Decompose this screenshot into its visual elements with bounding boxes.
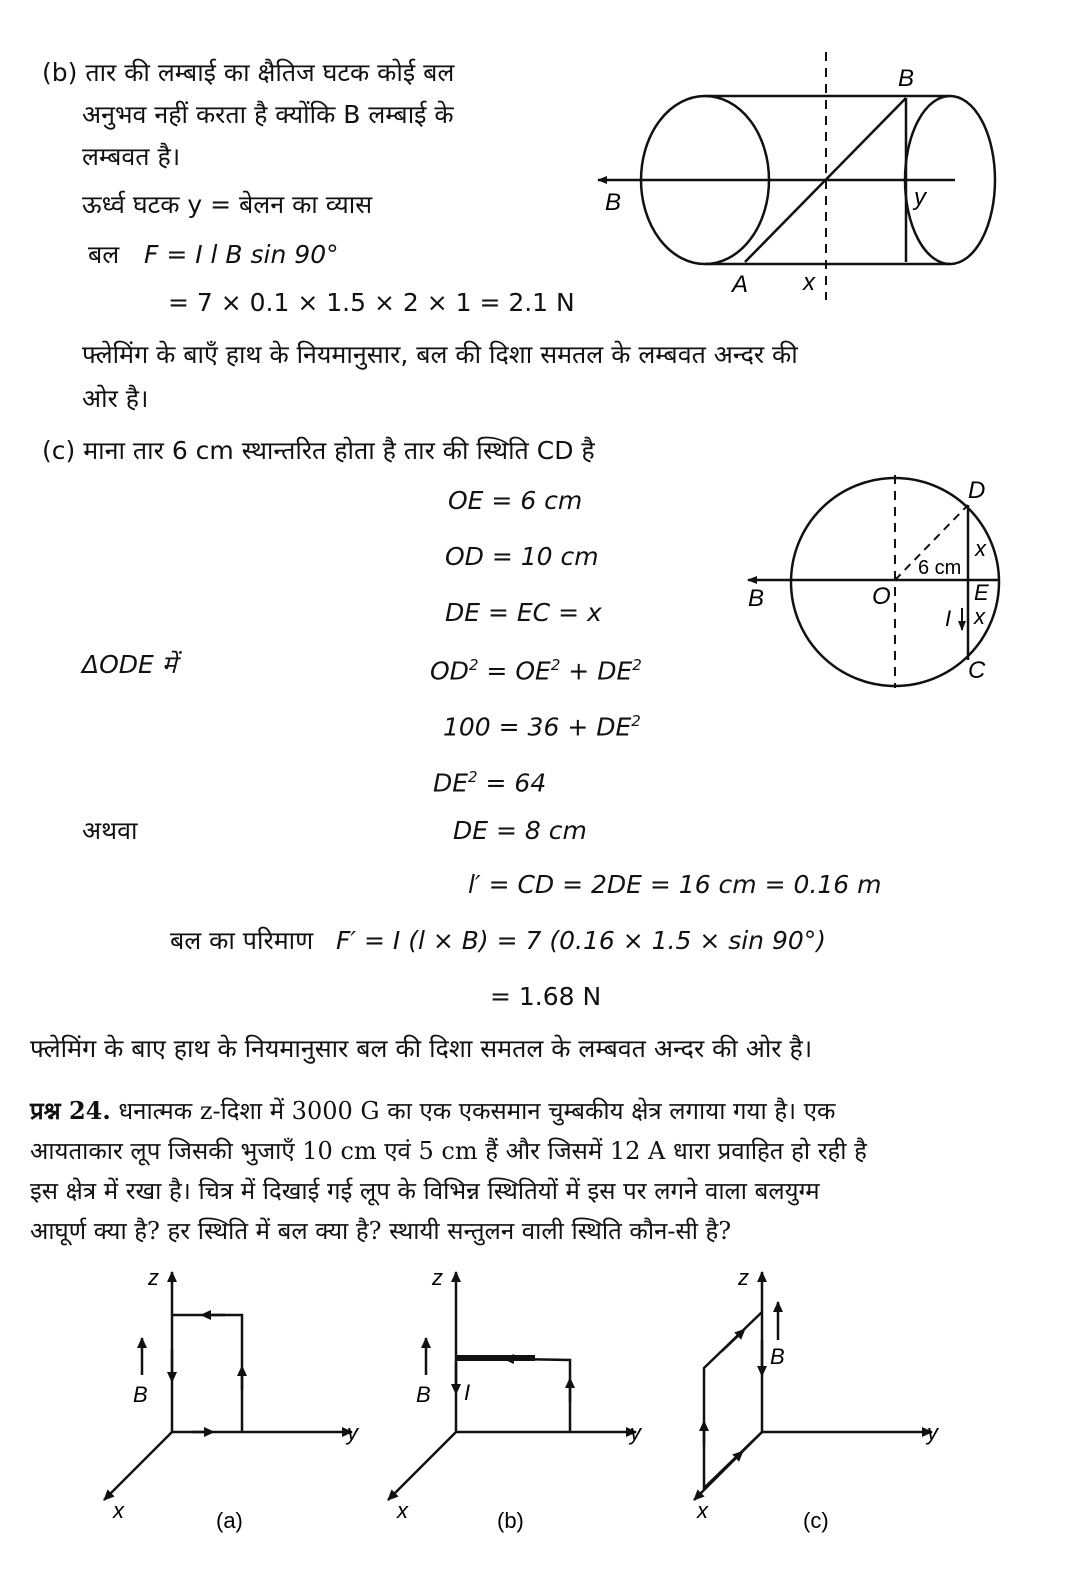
label-b-left: B [605,189,622,216]
label-c: C [968,657,986,684]
question-line3: इस क्षेत्र में रखा है। चित्र में दिखाई गई लूप के विभिन्न स्थितियों में इस पर लगने वाला बलयुग्म [30,1177,820,1205]
figure-c [694,1272,932,1500]
label-6cm: 6 cm [918,557,962,579]
eq-od: OD = 10 cm [445,542,599,571]
fig-c-z: z [738,1265,749,1290]
eq-substitute: $100 = 36 + DE^2$ [443,712,641,742]
eq-de-ec: DE = EC = x [445,598,602,627]
label-x-upper: x [975,536,986,561]
question-line2: आयताकार लूप जिसकी भुजाएँ 10 cm एवं 5 cm हैं और जिसमें 12 A धारा प्रवाहित हो रही है [30,1137,867,1165]
eq-de-squared: $DE^2 = 64$ [433,768,547,798]
force-calculation: = 7 × 0.1 × 1.5 × 2 × 1 = 2.1 N [168,288,575,317]
fig-b-b: B [416,1382,431,1407]
fleming-rule-c: फ्लेमिंग के बाए हाथ के नियमानुसार बल की दिशा समतल के लम्बवत अन्दर की ओर है। [30,1034,813,1063]
label-e: E [974,580,989,605]
fig-b-caption: (b) [497,1508,524,1533]
eq-oe: OE = 6 cm [448,486,583,515]
fig-a-z: z [148,1265,159,1290]
label-b-circle: B [748,585,765,612]
force-label: बल [88,240,120,269]
label-i: I [945,606,952,631]
fig-b-x: x [397,1498,408,1523]
fig-a-caption: (a) [216,1508,243,1533]
fig-c-x: x [697,1498,708,1523]
part-b-line4: ऊर्ध्व घटक y = बेलन का व्यास [82,190,373,219]
force-equation: F = I l B sin 90° [144,240,339,269]
fig-a-x: x [113,1498,124,1523]
magnitude-equation: F′ = I (l × B) = 7 (0.16 × 1.5 × sin 90°) [336,926,827,955]
question-label: प्रश्न 24. [30,1096,111,1125]
fig-a-b: B [133,1382,148,1407]
eq-de-value: DE = 8 cm [453,816,587,845]
fig-a-y: y [347,1420,358,1445]
question-line4: आघूर्ण क्या है? हर स्थिति में बल क्या है? स्थायी सन्तुलन वाली स्थिति कौन-सी है? [30,1217,732,1245]
fig-b-y: y [630,1420,641,1445]
fig-c-caption: (c) [803,1508,829,1533]
label-y: y [914,184,926,211]
athva-label: अथवा [82,816,138,845]
part-b-line1: (b) तार की लम्बाई का क्षैतिज घटक कोई बल [42,58,455,87]
label-x: x [803,269,815,296]
fleming-rule-line1: फ्लेमिंग के बाएँ हाथ के नियमानुसार, बल की दिशा समतल के लम्बवत अन्दर की [82,340,798,369]
label-d: D [968,477,986,504]
label-x-lower: x [974,604,985,629]
fig-c-b: B [770,1344,785,1369]
part-b-line2: अनुभव नहीं करता है क्योंकि B लम्बाई के [82,100,454,129]
fig-b-i: I [464,1380,471,1405]
fleming-rule-line2: ओर है। [82,384,149,413]
label-o: O [872,583,891,610]
magnitude-label: बल का परिमाण [170,926,314,955]
label-a: A [732,271,749,298]
label-b-top: B [898,65,915,92]
magnitude-result: = 1.68 N [490,982,602,1011]
eq-pythagoras: $OD^2 = OE^2 + DE^2$ [430,656,642,686]
eq-length: l′ = CD = 2DE = 16 cm = 0.16 m [468,870,882,899]
fig-b-z: z [432,1265,443,1290]
question-line1: प्रश्न 24. धनात्मक z-दिशा में 3000 G का एक एकसमान चुम्बकीय क्षेत्र लगाया गया है। एक [30,1096,836,1125]
fig-c-y: y [927,1420,938,1445]
part-b-line3: लम्बवत है। [82,142,181,171]
triangle-label: ΔODE में [82,650,177,679]
part-c-intro: (c) माना तार 6 cm स्थान्तरित होता है तार की स्थिति CD है [42,436,595,465]
